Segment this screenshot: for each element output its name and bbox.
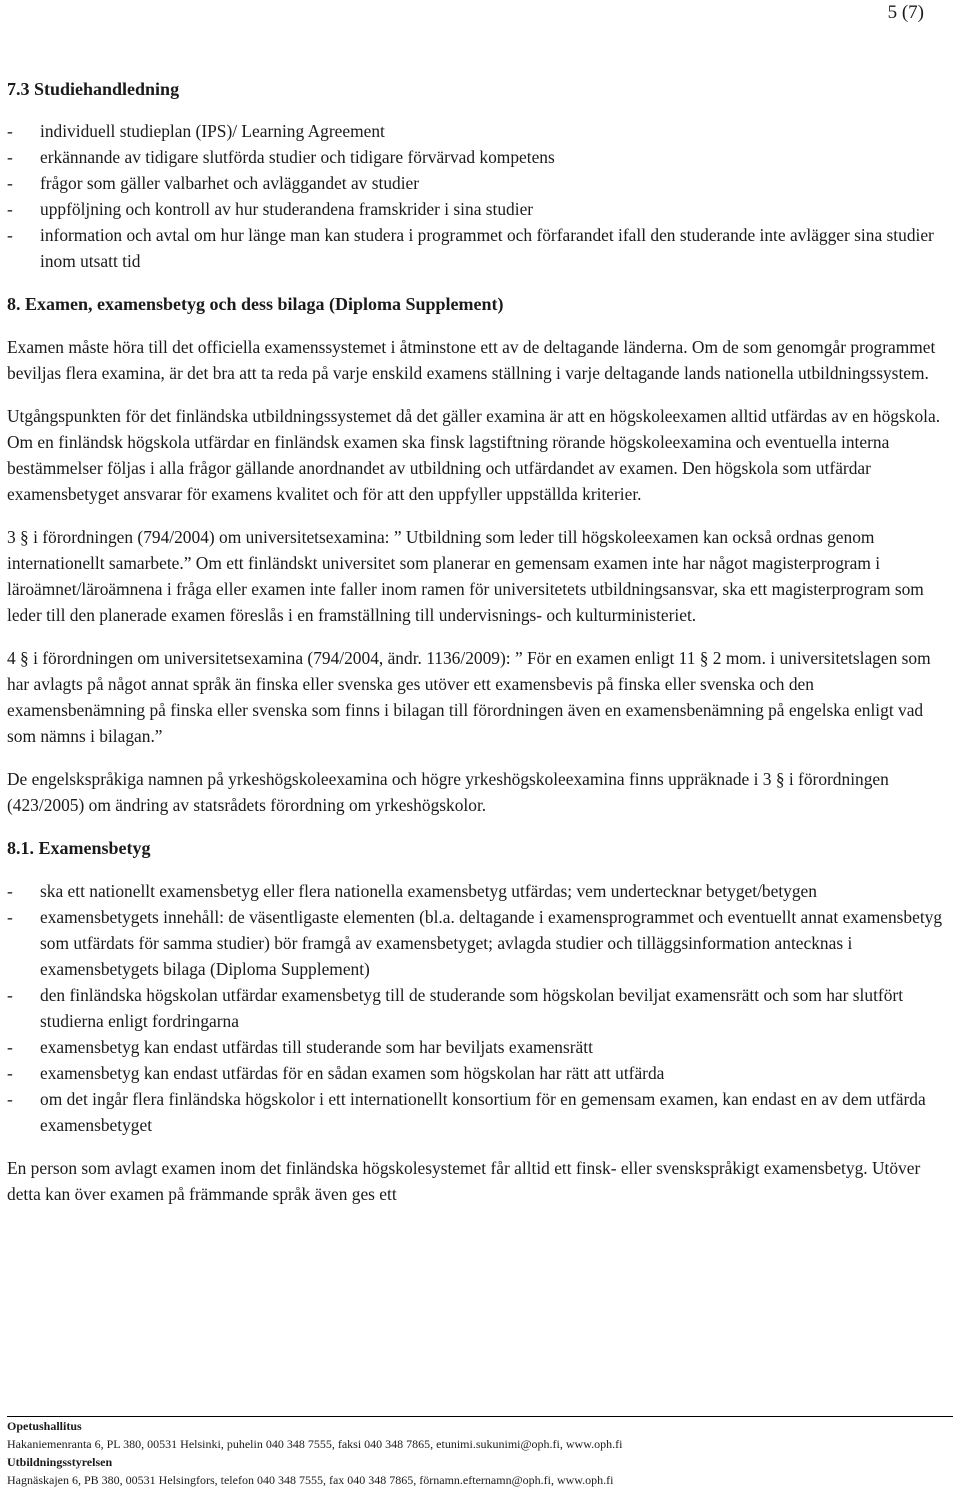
- footer-address-sv: Hagnäskajen 6, PB 380, 00531 Helsingfors, telefon 040 348 7555, fax 040 348 7865, förnamn.efternamn@oph.fi, www.oph.fi: [7, 1473, 614, 1487]
- dash-marker: -: [7, 907, 13, 927]
- heading-8-1: 8.1. Examensbetyg: [7, 838, 151, 858]
- dash-marker: -: [7, 985, 13, 1005]
- heading-7-3: 7.3 Studiehandledning: [7, 79, 180, 99]
- dash-marker: -: [7, 199, 13, 219]
- list-item: - om det ingår flera finländska högskolor i ett internationellt konsortium för en gemensam examen, kan endast en av dem utfärda examensbetyget: [7, 1086, 953, 1138]
- list-8-1: [7, 878, 953, 1138]
- footer-address-fi: Hakaniemenranta 6, PL 380, 00531 Helsinki, puhelin 040 348 7555, faksi 040 348 7865, etunimi.sukunimi@oph.fi, www.oph.fi: [7, 1437, 623, 1451]
- dash-marker: -: [7, 881, 13, 901]
- paragraph: En person som avlagt examen inom det finländska högskolesystemet får alltid ett finsk- eller svenskspråkigt examensbetyg. Utöver detta kan över examen på främmande språk även ges ett: [7, 1158, 921, 1204]
- list-item: - erkännande av tidigare slutförda studier och tidigare förvärvad kompetens: [7, 144, 953, 170]
- page-footer: [7, 1416, 953, 1489]
- list-item: - frågor som gäller valbarhet och avläggandet av studier: [7, 170, 953, 196]
- paragraph: De engelskspråkiga namnen på yrkeshögskoleexamina och högre yrkeshögskoleexamina finns uppräknade i 3 § i förordningen (423/2005) om ändring av statsrådets förordning om yrkeshögskolor.: [7, 769, 889, 815]
- list-item: - information och avtal om hur länge man kan studera i programmet och förfarandet ifall den studerande inte avlägger sina studier inom utsatt tid: [7, 222, 953, 274]
- dash-marker: -: [7, 147, 13, 167]
- heading-8: 8. Examen, examensbetyg och dess bilaga (Diploma Supplement): [7, 294, 504, 314]
- dash-marker: -: [7, 225, 13, 245]
- footer-org-fi: Opetushallitus: [7, 1419, 82, 1433]
- paragraph: Examen måste höra till det officiella examenssystemet i åtminstone ett av de deltagande länderna. Om de som genomgår programmet beviljas flera examina, är det bra att ta reda på varje enskild examens ställning i varje deltagande lands nationella utbildningssystem.: [7, 337, 936, 383]
- dash-marker: -: [7, 1037, 13, 1057]
- list-item: - examensbetyg kan endast utfärdas för en sådan examen som högskolan har rätt att utfärda: [7, 1060, 953, 1086]
- list-item: - individuell studieplan (IPS)/ Learning Agreement: [7, 118, 953, 144]
- list-item: - den finländska högskolan utfärdar examensbetyg till de studerande som högskolan beviljat examensrätt och som har slutfört studierna enligt fordringarna: [7, 982, 953, 1034]
- list-item: - ska ett nationellt examensbetyg eller flera nationella examensbetyg utfärdas; vem undertecknar betyget/betygen: [7, 878, 953, 904]
- dash-marker: -: [7, 1089, 13, 1109]
- footer-org-sv: Utbildningsstyrelsen: [7, 1455, 113, 1469]
- list-7-3: [7, 118, 953, 274]
- dash-marker: -: [7, 173, 13, 193]
- page-number: 5 (7): [887, 2, 924, 23]
- list-item: - examensbetyg kan endast utfärdas till studerande som har beviljats examensrätt: [7, 1034, 953, 1060]
- paragraph: Utgångspunkten för det finländska utbildningssystemet då det gäller examina är att en högskoleexamen alltid utfärdas av en högskola. Om en finländsk högskola utfärdar en finländsk examen ska finsk lagstiftning rörande högskoleexamina och eventuella interna bestämmelser följas i alla frågor gällande anordnandet av utbildning och utfärdandet av examen. Den högskola som utfärdar examensbetyget ansvarar för examens kvalitet och för att den uppfyller uppställda kriterier.: [7, 406, 941, 504]
- list-item: - uppföljning och kontroll av hur studerandena framskrider i sina studier: [7, 196, 953, 222]
- document-body: [7, 76, 953, 1207]
- dash-marker: -: [7, 1063, 13, 1083]
- dash-marker: -: [7, 121, 13, 141]
- list-item: - examensbetygets innehåll: de väsentligaste elementen (bl.a. deltagande i examensprogrammet och eventuellt annat examensbetyg som utfärdats för samma studier) bör framgå av examensbetyget; avlagda studier och tilläggsinformation antecknas i examensbetygets bilaga (Diploma Supplement): [7, 904, 953, 982]
- paragraph: 3 § i förordningen (794/2004) om universitetsexamina: ” Utbildning som leder till högskoleexamen kan också ordnas genom internationellt samarbete.” Om ett finländskt universitet som planerar en gemensam examen inte har något magisterprogram i läroämnet/läroämnena i fråga eller examen inte faller inom ramen för universitetets utbildningsansvar, ska ett magisterprogram som leder till den planerade examen föreslås i en framställning till undervisnings- och kulturministeriet.: [7, 527, 924, 625]
- paragraph: 4 § i förordningen om universitetsexamina (794/2004, ändr. 1136/2009): ” För en examen enligt 11 § 2 mom. i universitetslagen som har avlagts på något annat språk än finska eller svenska ges utöver ett examensbevis på finska eller svenska och den examensbenämning på finska eller svenska som finns i bilagan till förordningen även en examensbenämning på engelska enligt vad som nämns i bilagan.”: [7, 648, 931, 746]
